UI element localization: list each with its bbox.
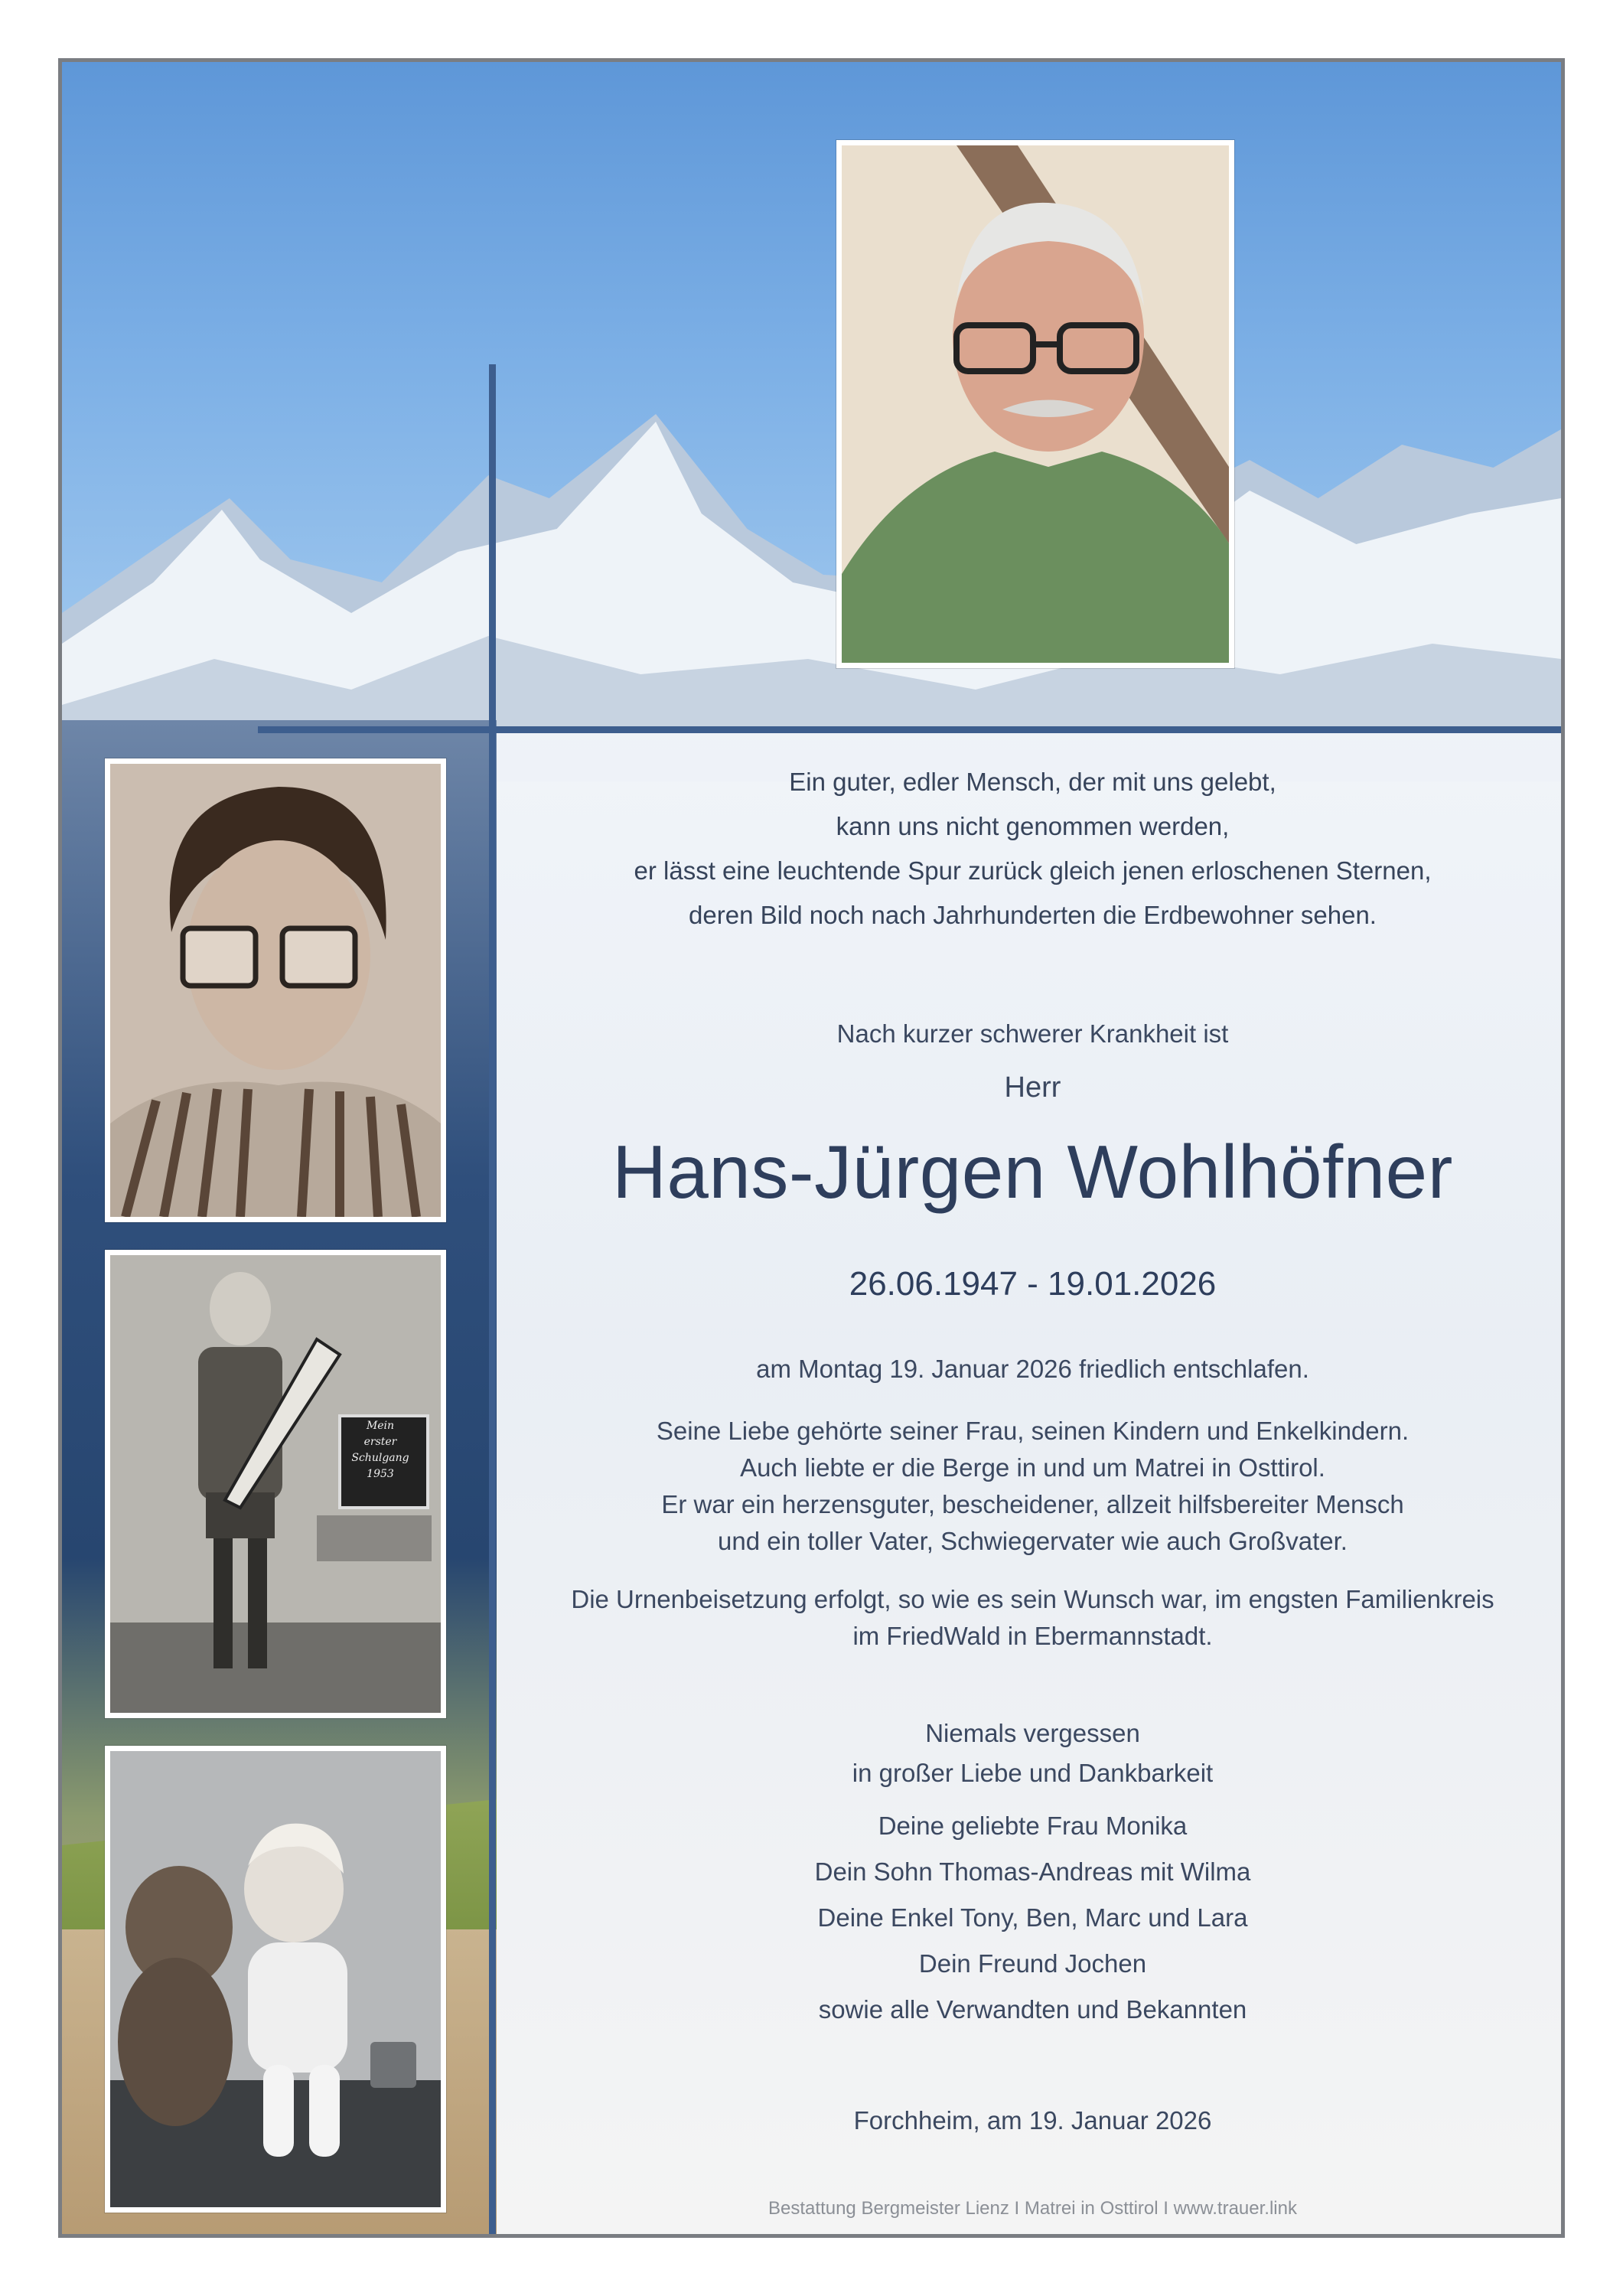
cross-horizontal-line xyxy=(258,726,1565,733)
never-forget xyxy=(497,1714,1565,1793)
tribute-line: Seine Liebe gehörte seiner Frau, seinen Kindern und Enkelkindern. xyxy=(656,1417,1410,1445)
chalkboard-line: Mein xyxy=(366,1420,395,1432)
mourner: Deine Enkel Tony, Ben, Marc und Lara xyxy=(817,1903,1248,1932)
photo-young-man xyxy=(105,758,446,1222)
mourner: Deine geliebte Frau Monika xyxy=(878,1812,1188,1840)
burial-line: Die Urnenbeisetzung erfolgt, so wie es sein Wunsch war, im engsten Familienkreis xyxy=(571,1585,1494,1613)
tribute-paragraph xyxy=(497,1413,1565,1560)
poem-line: er lässt eine leuchtende Spur zurück gleich jenen erloschenen Sternen, xyxy=(634,856,1432,885)
never-forget-line: Niemals vergessen xyxy=(925,1719,1140,1747)
chalkboard-text xyxy=(340,1418,421,1501)
passing-statement: am Montag 19. Januar 2026 friedlich entschlafen. xyxy=(756,1355,1309,1383)
mourners-list xyxy=(497,1803,1565,2033)
tribute-line: Auch liebte er die Berge in und um Matrei in Osttirol. xyxy=(740,1453,1325,1482)
baby-person-icon xyxy=(110,1751,441,2207)
chalkboard-line: 1953 xyxy=(367,1468,394,1480)
obituary-card xyxy=(58,58,1565,2238)
mourner: sowie alle Verwandten und Bekannten xyxy=(818,1995,1247,2024)
chalkboard-line: erster xyxy=(363,1436,397,1448)
portrait-photo-main xyxy=(836,140,1234,668)
mourner: Dein Sohn Thomas-Andreas mit Wilma xyxy=(814,1857,1251,1886)
photo-baby-with-teddy xyxy=(105,1746,446,2213)
tribute-line: und ein toller Vater, Schwiegervater wie auch Großvater. xyxy=(718,1527,1348,1555)
cross-vertical-line xyxy=(489,364,496,2238)
deceased-name: Hans-Jürgen Wohlhöfner xyxy=(612,1130,1453,1214)
portrait-person-icon xyxy=(842,145,1229,663)
poem-line: kann uns nicht genommen werden, xyxy=(836,812,1230,840)
burial-line: im FriedWald in Ebermannstadt. xyxy=(852,1622,1213,1650)
tribute-line: Er war ein herzensguter, bescheidener, allzeit hilfsbereiter Mensch xyxy=(661,1490,1404,1518)
mourner: Dein Freund Jochen xyxy=(918,1949,1147,1978)
life-dates: 26.06.1947 - 19.01.2026 xyxy=(849,1265,1217,1303)
place-and-date: Forchheim, am 19. Januar 2026 xyxy=(853,2106,1212,2135)
honorific: Herr xyxy=(1004,1071,1061,1104)
intro-text: Nach kurzer schwerer Krankheit ist xyxy=(836,1019,1229,1048)
young-man-person-icon xyxy=(110,764,441,1217)
poem-line: deren Bild noch nach Jahrhunderten die Erdbewohner sehen. xyxy=(689,901,1377,929)
poem xyxy=(497,760,1565,938)
burial-paragraph xyxy=(497,1581,1565,1655)
chalkboard-line: Schulgang xyxy=(351,1452,409,1464)
footer-credit: Bestattung Bergmeister Lienz I Matrei in Osttirol I www.trauer.link xyxy=(768,2198,1297,2219)
poem-line: Ein guter, edler Mensch, der mit uns gelebt, xyxy=(789,768,1276,796)
never-forget-line: in großer Liebe und Dankbarkeit xyxy=(852,1759,1214,1787)
